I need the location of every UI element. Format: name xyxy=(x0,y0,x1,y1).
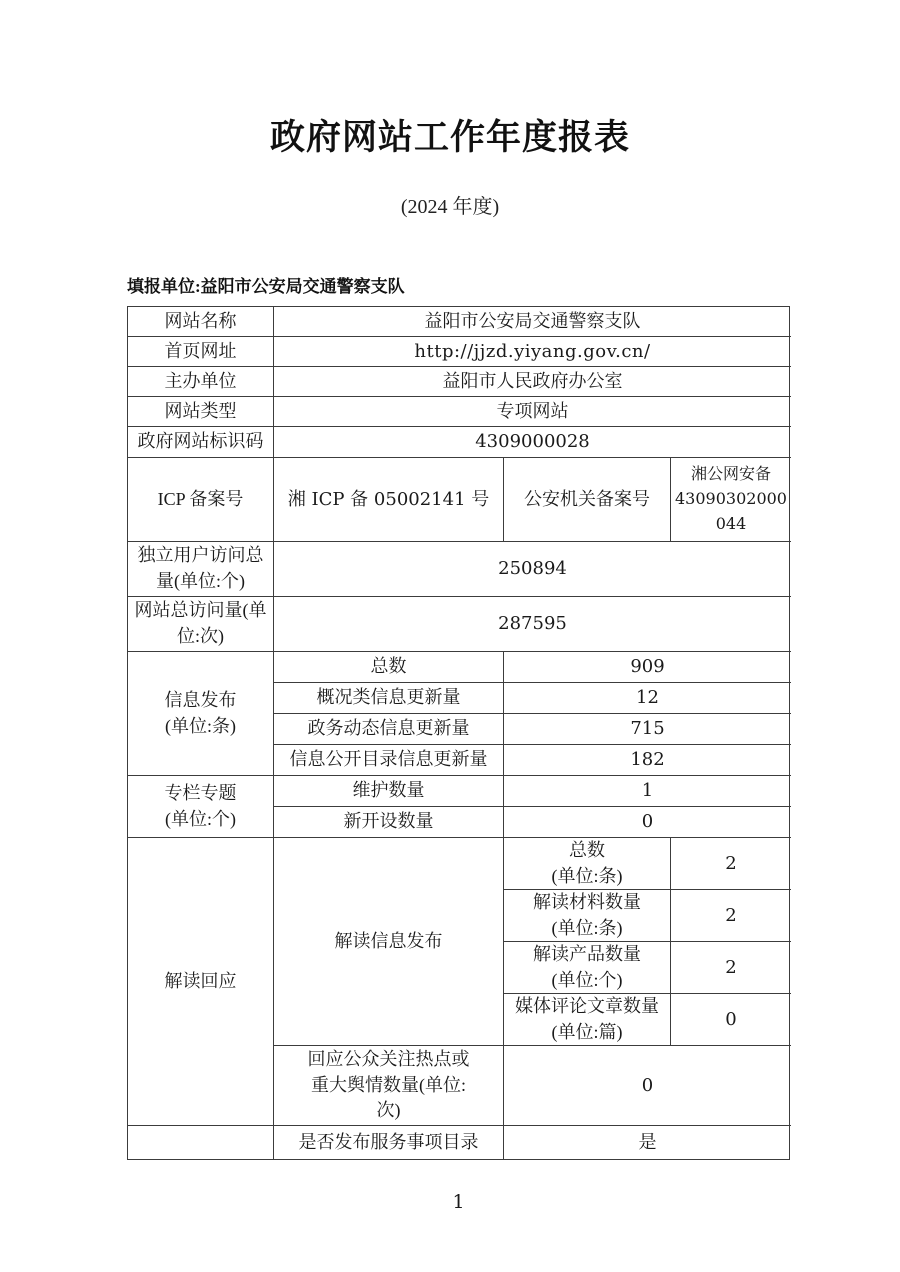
row-label-unique-visitors: 独立用户访问总量(单位:个) xyxy=(128,542,274,597)
value-security-filing xyxy=(671,458,791,542)
interp-products-name: 解读产品数量 xyxy=(533,943,641,964)
value-hotspot-response: 0 xyxy=(504,1046,791,1126)
value-total-visits: 287595 xyxy=(274,597,791,652)
label-info-directory: 信息公开目录信息更新量 xyxy=(274,745,504,776)
label-interp-total xyxy=(504,838,671,890)
value-site-type: 专项网站 xyxy=(274,397,791,427)
label-info-dynamic: 政务动态信息更新量 xyxy=(274,714,504,745)
value-media-comments: 0 xyxy=(671,994,791,1046)
page-title: 政府网站工作年度报表 xyxy=(269,118,630,158)
media-comments-name: 媒体评论文章数量 xyxy=(515,995,659,1016)
report-table xyxy=(127,306,790,1160)
interp-materials-name: 解读材料数量 xyxy=(533,891,641,912)
value-homepage-url: http://jjzd.yiyang.gov.cn/ xyxy=(274,337,791,367)
interp-total-name: 总数 xyxy=(569,839,605,860)
value-info-directory: 182 xyxy=(504,745,791,776)
value-interp-total: 2 xyxy=(671,838,791,890)
group-label-info-publish xyxy=(128,652,274,776)
interp-products-unit: (单位:个) xyxy=(551,969,623,990)
row-label-total-visits: 网站总访问量(单位:次) xyxy=(128,597,274,652)
label-security-filing: 公安机关备案号 xyxy=(504,458,671,542)
label-maintained-count: 维护数量 xyxy=(274,776,504,807)
special-columns-unit: (单位:个) xyxy=(165,808,236,829)
label-hotspot-response xyxy=(274,1046,504,1126)
value-info-total: 909 xyxy=(504,652,791,683)
info-publish-unit: (单位:条) xyxy=(165,715,236,736)
value-maintained-count: 1 xyxy=(504,776,791,807)
row-label-site-name: 网站名称 xyxy=(128,307,274,337)
label-info-overview: 概况类信息更新量 xyxy=(274,683,504,714)
media-comments-unit: (单位:篇) xyxy=(551,1021,623,1042)
row-label-icp: ICP 备案号 xyxy=(128,458,274,542)
label-media-comments xyxy=(504,994,671,1046)
page-subtitle: (2024 年度) xyxy=(400,196,500,218)
row-label-homepage-url: 首页网址 xyxy=(128,337,274,367)
hotspot-response-text: 回应公众关注热点或重大舆情数量(单位:次) xyxy=(307,1049,470,1121)
value-organizer: 益阳市人民政府办公室 xyxy=(274,367,791,397)
value-icp-number: 湘 ICP 备 05002141 号 xyxy=(274,458,504,542)
value-interp-products: 2 xyxy=(671,942,791,994)
special-columns-name: 专栏专题 xyxy=(164,782,237,803)
group-label-interpretation: 解读回应 xyxy=(128,838,274,1126)
value-site-id-code: 4309000028 xyxy=(274,427,791,458)
interp-total-unit: (单位:条) xyxy=(551,865,623,886)
label-newly-opened-count: 新开设数量 xyxy=(274,807,504,838)
value-info-dynamic: 715 xyxy=(504,714,791,745)
value-interp-materials: 2 xyxy=(671,890,791,942)
value-site-name: 益阳市公安局交通警察支队 xyxy=(274,307,791,337)
label-service-directory: 是否发布服务事项目录 xyxy=(274,1126,504,1159)
page-number: 1 xyxy=(452,1191,465,1213)
empty-cell xyxy=(128,1126,274,1159)
row-label-site-type: 网站类型 xyxy=(128,397,274,427)
subgroup-label-interpretation-publish: 解读信息发布 xyxy=(274,838,504,1046)
row-label-site-id-code: 政府网站标识码 xyxy=(128,427,274,458)
group-label-special-columns xyxy=(128,776,274,838)
info-publish-name: 信息发布 xyxy=(164,689,237,710)
value-service-directory: 是 xyxy=(638,1131,657,1152)
reporting-unit: 填报单位:益阳市公安局交通警察支队 xyxy=(127,277,405,296)
label-interp-products xyxy=(504,942,671,994)
value-newly-opened-count: 0 xyxy=(504,807,791,838)
value-unique-visitors: 250894 xyxy=(274,542,791,597)
security-filing-text: 湘公网安备43090302000044 xyxy=(675,464,787,533)
label-interp-materials xyxy=(504,890,671,942)
interp-materials-unit: (单位:条) xyxy=(551,917,623,938)
row-label-organizer: 主办单位 xyxy=(128,367,274,397)
label-info-total: 总数 xyxy=(274,652,504,683)
value-info-overview: 12 xyxy=(504,683,791,714)
document-header xyxy=(0,0,900,219)
